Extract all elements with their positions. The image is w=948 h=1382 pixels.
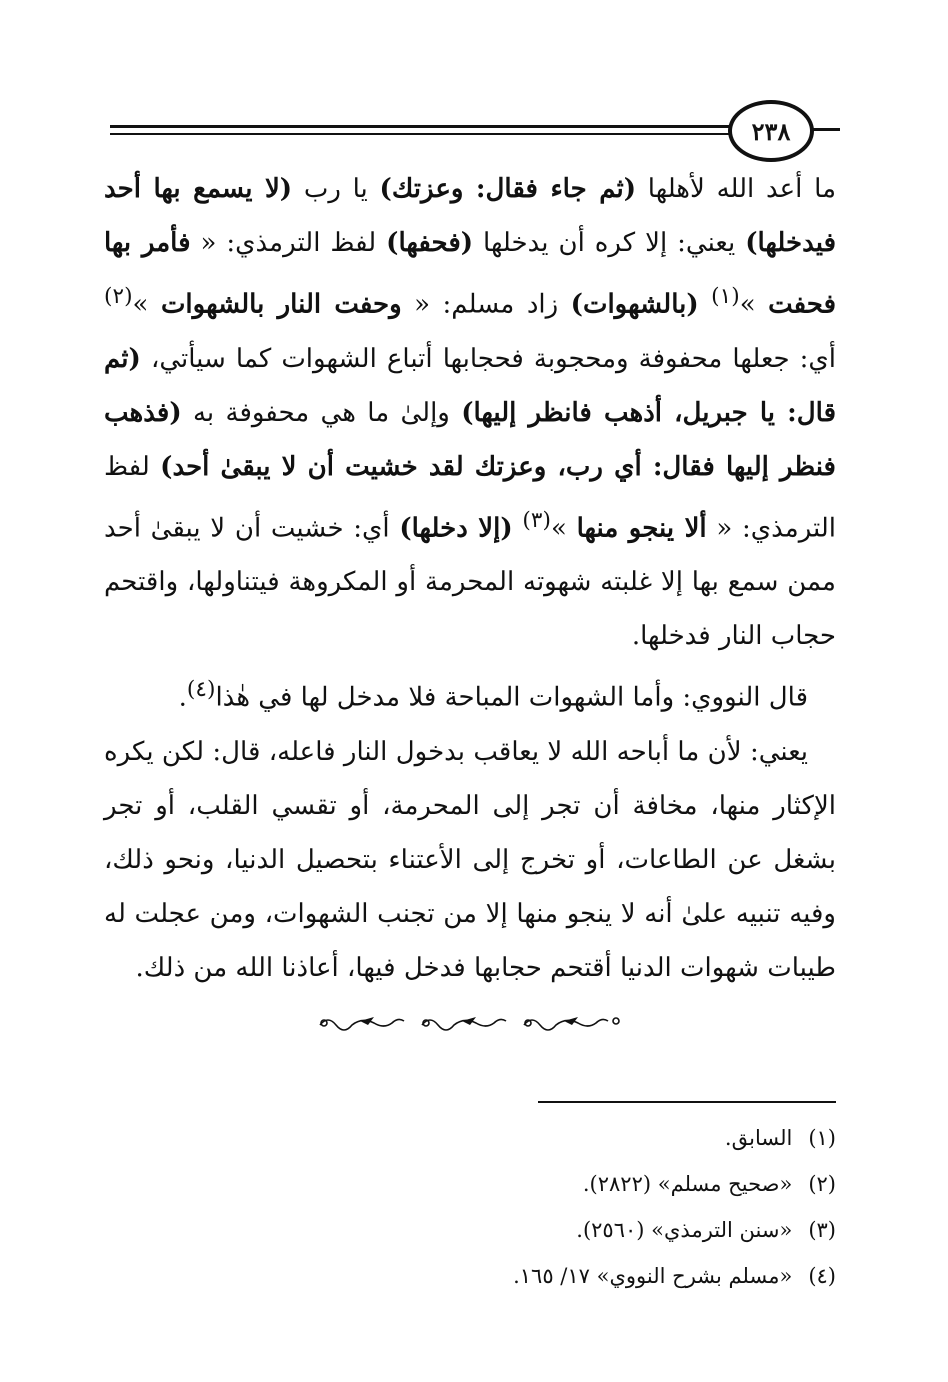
hadith-text: (فذهب فنظر إليها فقال: أي رب، وعزتك لقد خشيت أن لا يبقىٰ أحد)	[104, 397, 836, 482]
footnote-separator	[538, 1101, 836, 1103]
floral-divider-icon	[310, 1003, 630, 1043]
footnote-3	[416, 1207, 836, 1253]
hadith-text: (ثم قال: يا جبريل، أذهب فانظر إليها)	[104, 343, 836, 428]
paragraph-2	[104, 663, 836, 725]
text-run: .	[178, 682, 187, 713]
footnote-text: السابق.	[724, 1126, 793, 1150]
text-run: يعني: إلا كره أن يدخلها	[473, 228, 746, 258]
text-run: لفظ الترمذي: «	[104, 451, 837, 544]
footnote-ref-3[interactable]: (٣)	[522, 507, 551, 533]
text-run: أي: خشيت أن لا يبقىٰ أحد ممن سمع بها إلا غلبته شهوته المحرمة أو المكروهة فيتناولها، واقتحم حجاب النار فدخلها.	[104, 513, 836, 652]
text-run	[513, 513, 523, 543]
header-rule-bottom	[110, 133, 763, 135]
hadith-text: (ثم جاء فقال: وعزتك)	[379, 174, 637, 204]
text-run: »	[550, 513, 577, 544]
paragraph-1	[104, 162, 836, 663]
text-run: يا رب	[292, 174, 380, 204]
footnote-ref-1[interactable]: (١)	[711, 284, 740, 309]
hadith-text: (إلا دخلها)	[399, 513, 513, 544]
text-run: ما أعد الله لأهلها	[636, 174, 836, 204]
footnotes	[416, 1115, 836, 1299]
footnote-ref-4[interactable]: (٤)	[186, 677, 216, 703]
text-run: زاد مسلم: «	[401, 289, 571, 320]
hadith-text: (فحفها)	[386, 228, 474, 258]
main-text	[104, 162, 836, 995]
hadith-text: (بالشهوات)	[570, 289, 699, 320]
page-number-badge	[728, 100, 814, 162]
text-run: أي: جعلها محفوفة ومحجوبة فحجابها أتباع الشهوات كما سيأتي،	[140, 343, 836, 374]
page-number: ٢٣٨	[751, 116, 791, 146]
hadith-text: (لا يسمع بها أحد فيدخلها)	[104, 174, 836, 258]
text-run: يعني: لأن ما أباحه الله لا يعاقب بدخول النار فاعله، قال: لكن يكره الإكثار منها، مخافة أن تجر إلى المحرمة، أو تقسي القلب، أو تجر بشغل عن الطاعات، أو تخرج إلى الأعتناء بتحصيل الدنيا، ونحو ذلك، وفيه تنبيه علىٰ أنه لا ينجو منها إلا من تجنب الشهوات، ومن عجلت له طيبات شهوات الدنيا أقتحم حجابها فدخل فيها، أعاذنا الله من ذلك.	[104, 736, 836, 983]
footnote-number: (٤)	[808, 1264, 836, 1288]
text-run: قال النووي: وأما الشهوات المباحة فلا مدخل لها في هٰذا	[215, 682, 808, 713]
footnote-number: (١)	[808, 1126, 836, 1150]
text-run	[699, 290, 712, 320]
badge-tail	[810, 128, 840, 131]
paragraph-3	[104, 725, 836, 995]
text-run: »	[739, 289, 769, 320]
footnote-4	[416, 1253, 836, 1299]
footnote-text: «سنن الترمذي» (٢٥٦٠).	[576, 1218, 793, 1242]
text-run: »	[132, 289, 161, 320]
text-run: لفظ الترمذي: «	[190, 228, 387, 258]
footnote-ref-2[interactable]: (٢)	[104, 284, 133, 309]
footnote-1	[416, 1115, 836, 1161]
header-rule-top	[110, 125, 763, 128]
quote-text: وحفت النار بالشهوات	[160, 289, 402, 320]
footnote-2	[416, 1161, 836, 1207]
footnote-text: «مسلم بشرح النووي» ١٧/ ١٦٥.	[513, 1264, 793, 1288]
quote-text: فأمر بها فحفت	[104, 228, 837, 320]
footnote-number: (٣)	[808, 1218, 836, 1242]
quote-text: ألا ينجو منها	[576, 513, 707, 544]
footnote-number: (٢)	[808, 1172, 836, 1196]
footnote-text: «صحيح مسلم» (٢٨٢٢).	[582, 1172, 793, 1196]
text-run: وإلىٰ ما هي محفوفة به	[181, 397, 462, 428]
